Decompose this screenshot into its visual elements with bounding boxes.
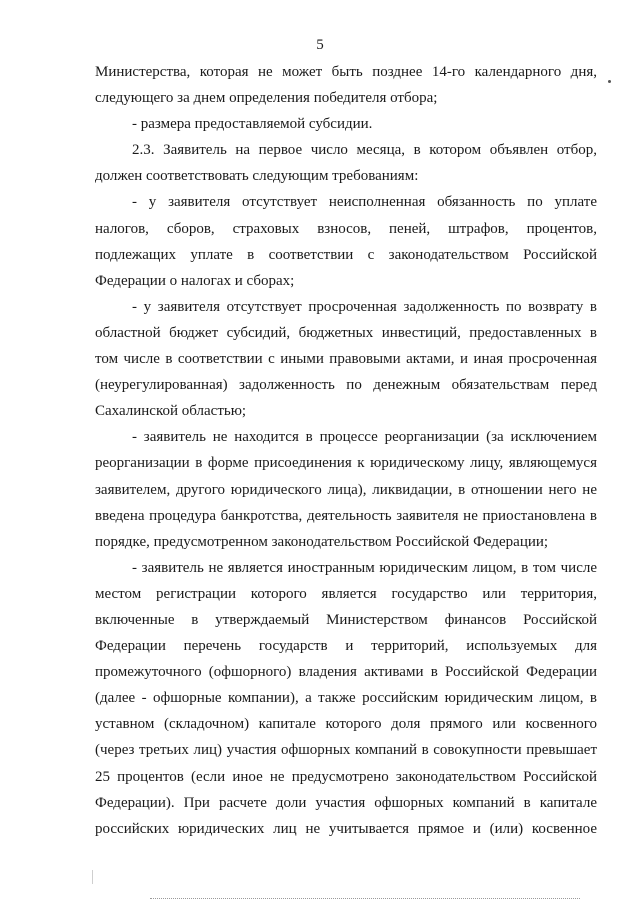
text-line: заявителем, другого юридического лица), ликвидации, в отношении него не <box>95 481 597 498</box>
text-line: областной бюджет субсидий, бюджетных инвестиций, предоставленных в <box>95 324 597 341</box>
text-line: - у заявителя отсутствует просроченная задолженность по возврату в <box>132 298 597 315</box>
paragraph-offshore <box>95 555 597 842</box>
text-line: реорганизации в форме присоединения к юридическому лицу, являющемуся <box>95 455 597 472</box>
text-line: включенные в утверждаемый Министерством финансов Российской <box>95 611 597 628</box>
text-line: (далее - офшорные компании), а также российским юридическим лицом, в <box>95 690 597 707</box>
paragraph-tax-obligations <box>95 189 597 293</box>
paragraph-continuation <box>95 59 597 111</box>
paragraph-overdue-debt <box>95 294 597 424</box>
text-line: - заявитель не находится в процессе реорганизации (за исключением <box>132 429 597 446</box>
text-line: Федерации о налогах и сборах; <box>95 272 295 289</box>
text-line: Министерства, которая не может быть позднее 14-го календарного дня, <box>95 64 597 80</box>
text-line: Федерации перечень государств и территорий, используемых для <box>95 638 597 655</box>
text-line: следующего за днем определения победителя отбора; <box>95 90 438 107</box>
text-line: том числе в соответствии с иными правовыми актами, и иная просроченная <box>95 351 597 368</box>
text-line: - заявитель не является иностранным юридическим лицом, в том числе <box>132 559 597 576</box>
paragraph-reorganization <box>95 424 597 554</box>
text-line: Федерации). При расчете доли участия офшорных компаний в капитале <box>95 794 597 811</box>
document-body <box>95 59 597 842</box>
text-line: местом регистрации которого является государство или территория, <box>95 585 597 602</box>
text-line: - у заявителя отсутствует неисполненная обязанность по уплате <box>132 194 597 211</box>
text-line: Сахалинской областью; <box>95 403 247 420</box>
page-number: 5 <box>316 37 324 53</box>
text-line: налогов, сборов, страховых взносов, пеней, штрафов, процентов, <box>95 220 597 237</box>
scan-artifact-dot <box>608 80 611 83</box>
text-line: порядке, предусмотренном законодательством Российской Федерации; <box>95 533 549 550</box>
text-line: - размера предоставляемой субсидии. <box>132 116 373 133</box>
paragraph-2-3 <box>95 137 597 189</box>
text-line: должен соответствовать следующим требованиям: <box>95 168 419 185</box>
text-line: уставном (складочном) капитале которого доля прямого или косвенного <box>95 716 597 733</box>
text-line: 2.3. Заявитель на первое число месяца, в котором объявлен отбор, <box>132 142 597 159</box>
text-line: (через третьих лиц) участия офшорных компаний в совокупности превышает <box>95 742 597 759</box>
text-line: (неурегулированная) задолженность по денежным обязательствам перед <box>95 377 597 394</box>
scan-artifact-mark <box>92 870 93 884</box>
text-line: введена процедура банкротства, деятельность заявителя не приостановлена в <box>95 507 597 524</box>
text-line: 25 процентов (если иное не предусмотрено законодательством Российской <box>95 768 597 785</box>
scan-artifact-line <box>150 898 580 899</box>
text-line: подлежащих уплате в соответствии с законодательством Российской <box>95 246 597 263</box>
text-line: российских юридических лиц не учитывается прямое и (или) косвенное <box>95 820 597 837</box>
text-line: промежуточного (офшорного) владения активами в Российской Федерации <box>95 664 597 681</box>
paragraph-subsidy-size <box>95 111 597 137</box>
